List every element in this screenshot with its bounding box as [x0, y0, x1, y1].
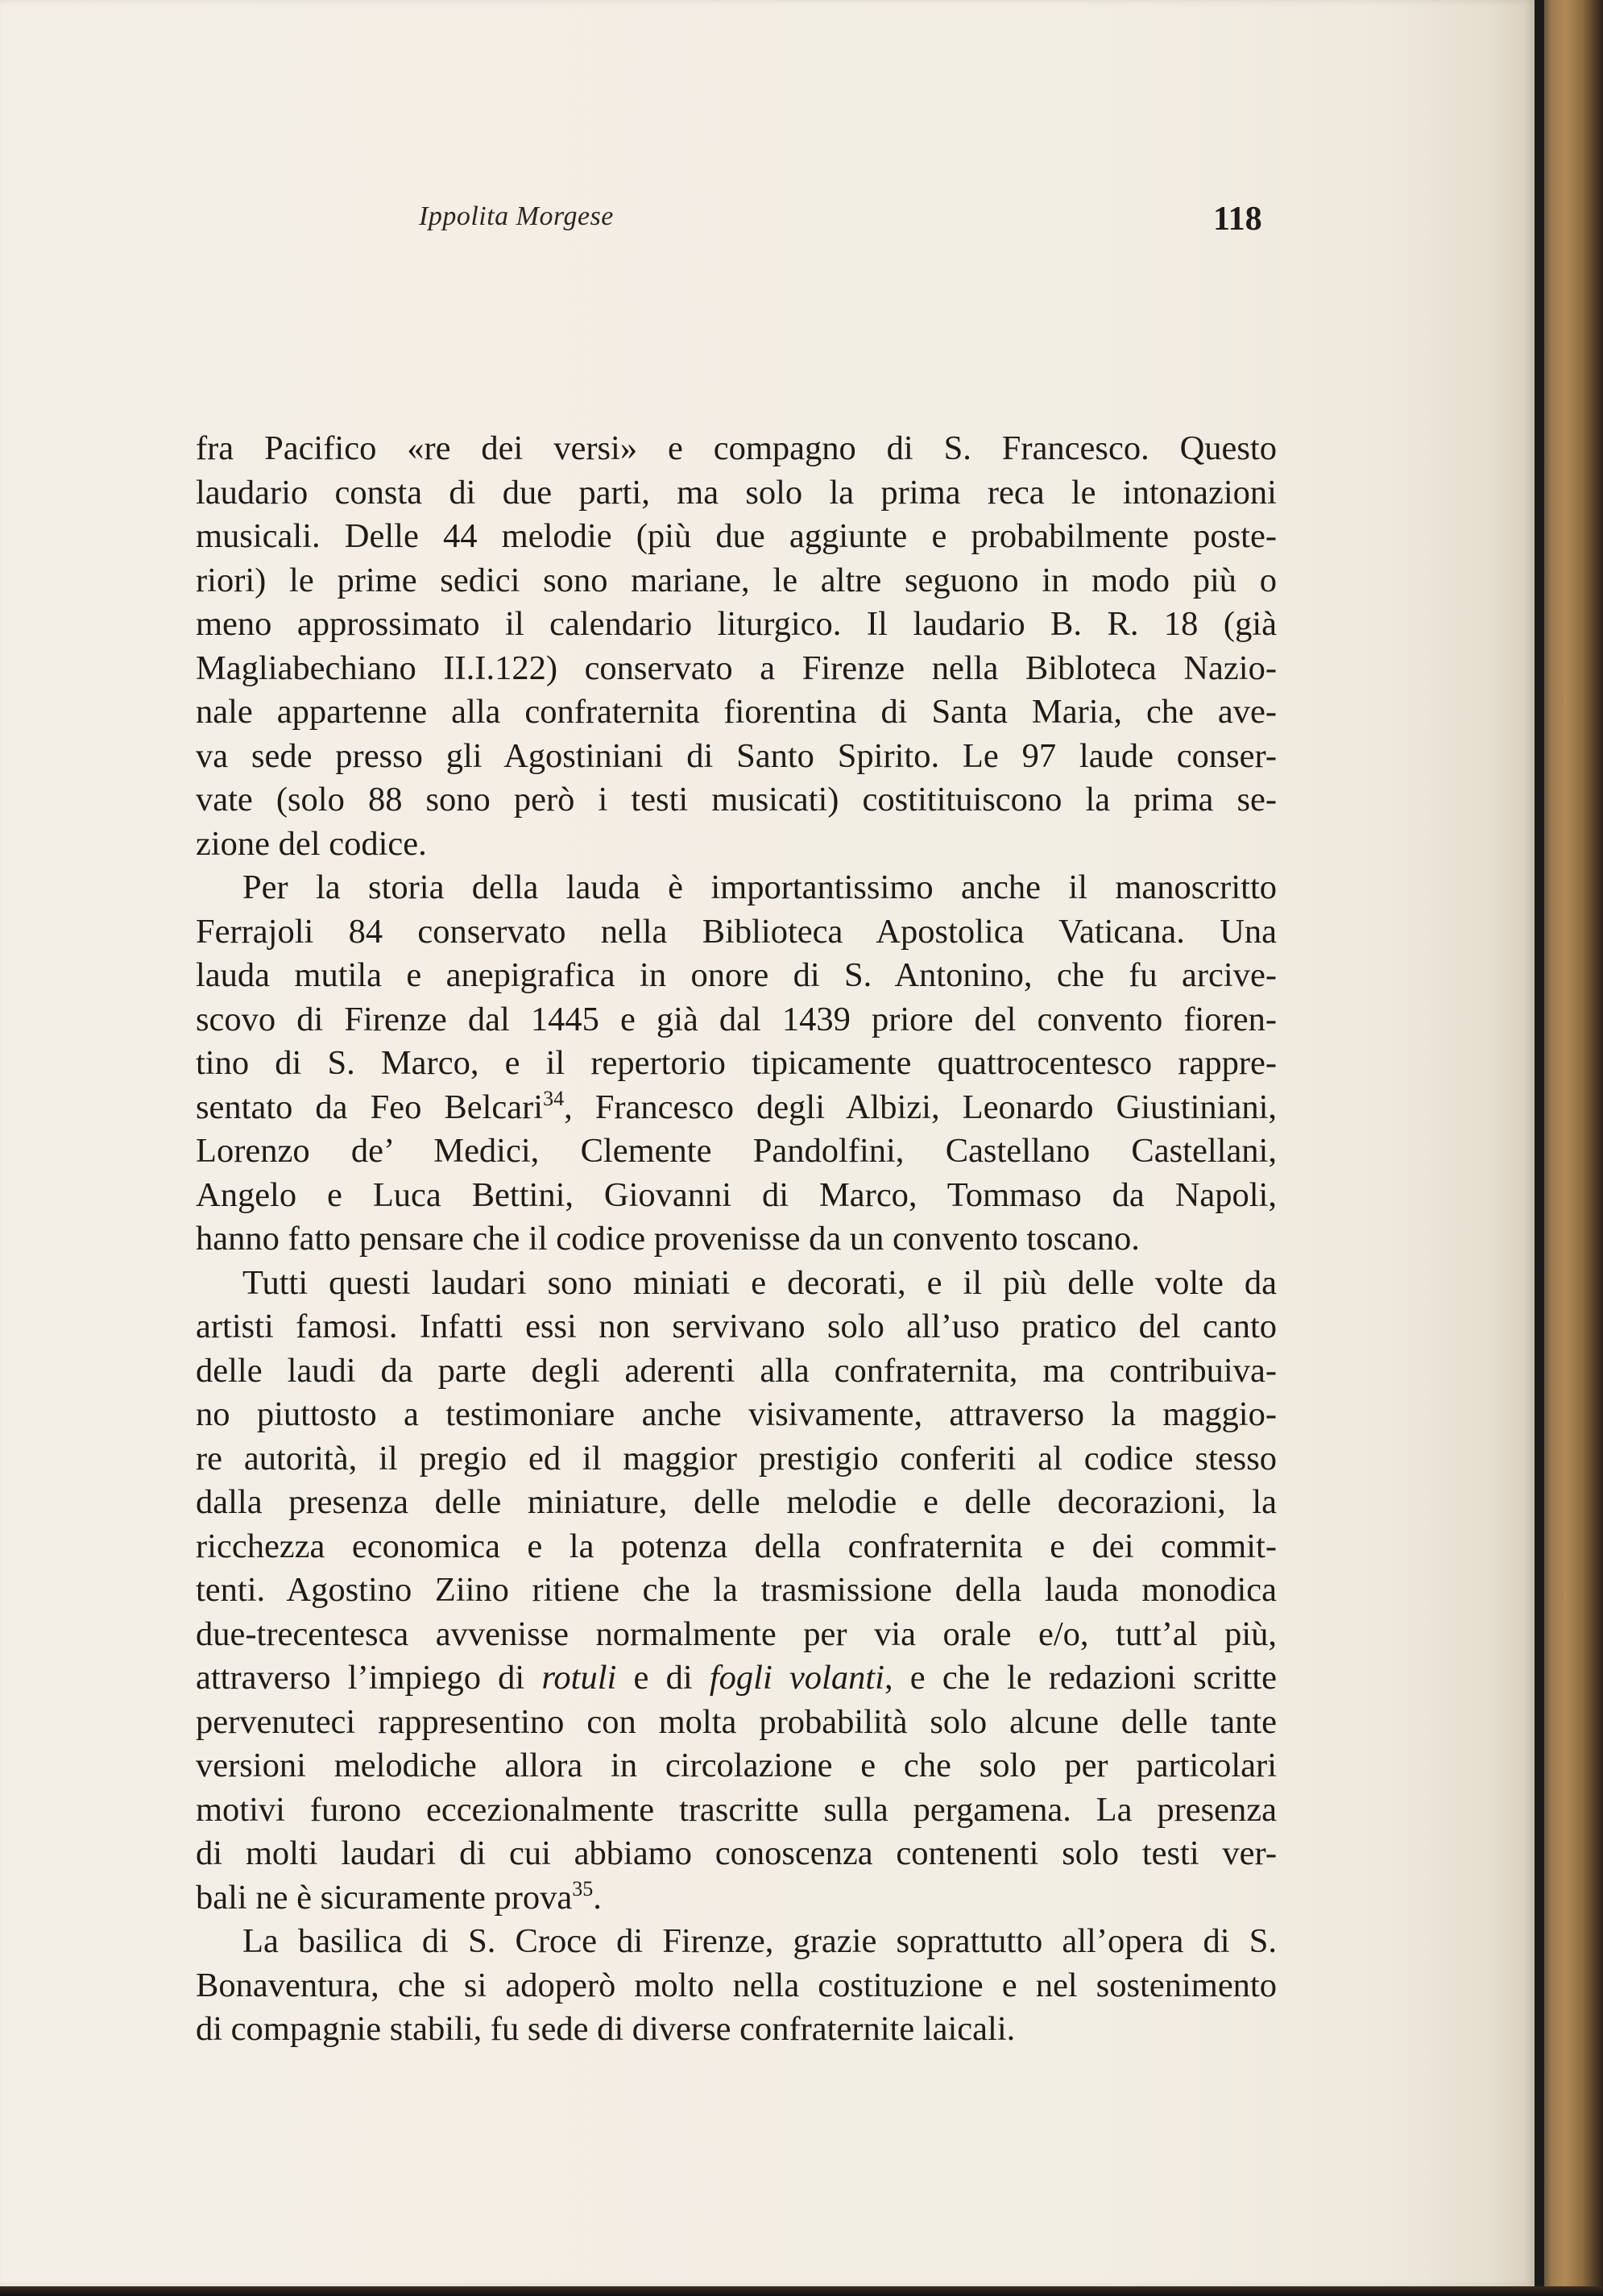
text-line: artisti famosi. Infatti essi non servivano solo all’uso pratico del canto: [196, 1308, 1277, 1345]
text-segment: , e che le redazioni scritte: [884, 1659, 1278, 1697]
text-line: Per la storia della lauda è importantissimo anche il manoscritto: [242, 868, 1277, 906]
text-segment: attraverso l’impiego di: [196, 1659, 542, 1697]
italic-term-rotuli: rotuli: [541, 1659, 617, 1697]
text-line: scovo di Firenze dal 1445 e già dal 1439 priore del convento fioren-: [196, 1000, 1277, 1038]
text-line: hanno fatto pensare che il codice provenisse da un convento toscano.: [196, 1220, 1140, 1258]
book-spine-edge: [1535, 0, 1603, 2296]
text-line: due-trecentesca avvenisse normalmente per via orale e/o, tutt’al più,: [196, 1614, 1277, 1653]
text-line: no piuttosto a testimoniare anche visivamente, attraverso la maggio-: [196, 1395, 1277, 1433]
text-segment: .: [593, 1878, 602, 1917]
footnote-ref-35: 35: [572, 1876, 594, 1900]
text-line: di compagnie stabili, fu sede di diverse confraternite laicali.: [196, 2010, 1016, 2048]
text-line: vate (solo 88 sono però i testi musicati) costitituiscono la prima se-: [196, 781, 1277, 819]
text-line: Ferrajoli 84 conservato nella Biblioteca Apostolica Vaticana. Una: [196, 912, 1277, 951]
text-line: pervenuteci rappresentino con molta probabilità solo alcune delle tante: [196, 1702, 1277, 1741]
running-head-author: Ippolita Morgese: [419, 201, 614, 231]
body-text: [196, 427, 1277, 2052]
text-segment: sentato da Feo Belcari: [196, 1088, 544, 1126]
text-line: Lorenzo de’ Medici, Clemente Pandolfini, Castellano Castellani,: [196, 1132, 1277, 1170]
text-line: Angelo e Luca Bettini, Giovanni di Marco, Tommaso da Napoli,: [196, 1175, 1277, 1214]
text-line: fra Pacifico «re dei versi» e compagno di S. Francesco. Questo: [196, 429, 1277, 467]
text-segment: bali ne è sicuramente prova: [196, 1878, 573, 1917]
text-line: tenti. Agostino Ziino ritiene che la trasmissione della lauda monodica: [196, 1571, 1277, 1609]
footnote-ref-34: 34: [543, 1086, 565, 1110]
text-line: di molti laudari di cui abbiamo conoscenza contenenti solo testi ver-: [196, 1834, 1277, 1872]
text-line: Magliabechiano II.I.122) conservato a Firenze nella Bibloteca Nazio-: [196, 649, 1277, 687]
scan-bottom-edge: [0, 2286, 1603, 2296]
text-line: motivi furono eccezionalmente trascritte sulla pergamena. La presenza: [196, 1790, 1277, 1829]
text-segment: , Francesco degli Albizi, Leonardo Giustiniani,: [564, 1088, 1278, 1126]
page-number: 118: [1213, 201, 1262, 238]
spine-shadow: [1535, 0, 1544, 2296]
text-line: lauda mutila e anepigrafica in onore di S. Antonino, che fu arcive-: [196, 956, 1277, 994]
text-line: laudario consta di due parti, ma solo la prima reca le intonazioni: [196, 473, 1277, 512]
text-line: delle laudi da parte degli aderenti alla confraternita, ma contribuiva-: [196, 1351, 1277, 1390]
text-line: meno approssimato il calendario liturgico. Il laudario B. R. 18 (già: [196, 605, 1277, 643]
text-line: riori) le prime sedici sono mariane, le altre seguono in modo più o: [196, 561, 1277, 599]
text-line: ricchezza economica e la potenza della confraternita e dei commit-: [196, 1527, 1277, 1565]
text-line: va sede presso gli Agostiniani di Santo Spirito. Le 97 laude conser-: [196, 736, 1277, 775]
text-line: La basilica di S. Croce di Firenze, grazie soprattutto all’opera di S.: [242, 1922, 1277, 1960]
text-line: Tutti questi laudari sono miniati e decorati, e il più delle volte da: [242, 1263, 1277, 1302]
text-line: [196, 1656, 1277, 1701]
text-line: [196, 1086, 1277, 1130]
text-line: versioni melodiche allora in circolazione e che solo per particolari: [196, 1747, 1277, 1784]
text-segment: e di: [616, 1659, 710, 1697]
text-line: dalla presenza delle miniature, delle melodie e delle decorazioni, la: [196, 1483, 1277, 1521]
italic-term-fogli-volanti: fogli volanti: [709, 1659, 884, 1697]
text-line: nale appartenne alla confraternita fiorentina di Santa Maria, che ave-: [196, 693, 1277, 731]
text-line: [196, 1876, 1277, 1921]
text-line: Bonaventura, che si adoperò molto nella costituzione e nel sostenimento: [196, 1966, 1277, 2004]
text-line: zione del codice.: [196, 824, 427, 863]
text-line: tino di S. Marco, e il repertorio tipicamente quattrocentesco rappre-: [196, 1044, 1277, 1082]
text-line: re autorità, il pregio ed il maggior prestigio conferiti al codice stesso: [196, 1439, 1277, 1477]
text-line: musicali. Delle 44 melodie (più due aggiunte e probabilmente poste-: [196, 517, 1277, 555]
